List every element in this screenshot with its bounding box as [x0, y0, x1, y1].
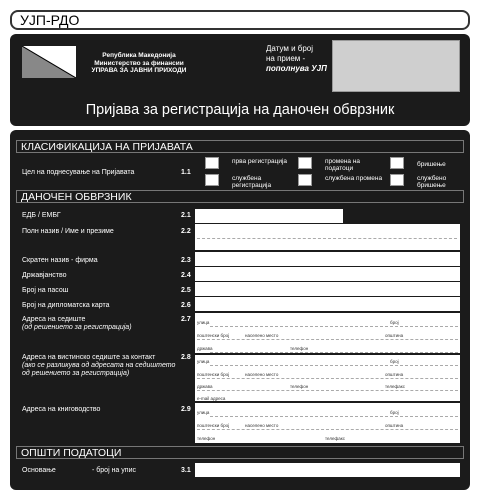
field-label-municipality: општина: [385, 333, 404, 338]
row-label-short-name: Скратен назив - фирма: [22, 257, 98, 264]
tax-id-field[interactable]: [195, 209, 343, 223]
full-name-field[interactable]: [195, 224, 460, 250]
basis-entry-field[interactable]: [195, 463, 460, 477]
row-label-basis: Основање: [22, 467, 56, 474]
row-num-registered-address: 2.7: [181, 316, 191, 323]
row-sublabel-basis: - број на упис: [92, 467, 136, 474]
field-label-number: број: [390, 320, 399, 325]
row-num-basis: 3.1: [181, 467, 191, 474]
checkbox-data-change[interactable]: [298, 157, 312, 169]
field-label-country: држава: [197, 346, 213, 351]
section-taxpayer-heading: ДАНОЧЕН ОБВРЗНИК: [16, 190, 464, 203]
row-label-diplomatic-card: Број на дипломатска карта: [22, 302, 110, 309]
field-label-phone: телефон: [290, 384, 309, 389]
row-num-full-name: 2.2: [181, 228, 191, 235]
row-label-registered-address: [22, 316, 172, 332]
field-label-number: број: [390, 359, 399, 364]
field-label-country: држава: [197, 384, 213, 389]
ministry-line-1: Република Македонија: [102, 52, 176, 59]
field-label-municipality: општина: [385, 372, 404, 377]
section-general-heading: ОПШТИ ПОДАТОЦИ: [16, 446, 464, 459]
field-label-municipality: општина: [385, 423, 404, 428]
field-label-postcode: поштенски број: [197, 423, 230, 428]
row-num-diplomatic-card: 2.6: [181, 302, 191, 309]
received-stamp-label: [266, 44, 327, 74]
option-official-change: службена промена: [325, 175, 383, 182]
row-num-citizenship: 2.4: [181, 272, 191, 279]
row-label-tax-id: ЕДБ / ЕМБГ: [22, 212, 61, 219]
field-label-postcode: поштенски број: [197, 333, 230, 338]
option-data-change: промена на податоци: [325, 158, 361, 172]
checkbox-official-deletion[interactable]: [390, 174, 404, 186]
form-code: УЈП-РДО: [10, 10, 470, 30]
checkbox-first-registration[interactable]: [205, 157, 219, 169]
row-label-contact-address: [22, 354, 177, 378]
row-label-bookkeeping-address: Адреса на книговодство: [22, 406, 101, 413]
option-official-deletion: службено бришење: [417, 175, 447, 189]
checkbox-deletion[interactable]: [390, 157, 404, 169]
option-first-registration: прва регистрација: [232, 158, 288, 165]
row-num-tax-id: 2.1: [181, 212, 191, 219]
row-num-bookkeeping-address: 2.9: [181, 406, 191, 413]
row-label-full-name: Полн назив / Име и презиме: [22, 228, 114, 235]
row-label-citizenship: Државјанство: [22, 272, 67, 279]
contact-address-sublabel: (ако се разликува од адресата на седиштето од решението за регистрација): [22, 362, 176, 377]
row-num-passport: 2.5: [181, 287, 191, 294]
short-name-field[interactable]: [195, 252, 460, 266]
field-label-fax: телефакс: [385, 384, 405, 389]
field-label-number: број: [390, 410, 399, 415]
field-label-fax: телефакс: [325, 436, 345, 441]
section-classification-heading: КЛАСИФИКАЦИЈА НА ПРИЈАВАТА: [16, 140, 464, 153]
received-line-2: на прием -: [266, 54, 306, 63]
row-num-contact-address: 2.8: [181, 354, 191, 361]
ministry-logo: [22, 46, 76, 78]
field-label-place: населено место: [245, 372, 279, 377]
received-stamp-box[interactable]: [332, 40, 460, 92]
ministry-name: [84, 52, 194, 75]
purpose-label: Цел на поднесување на Пријавата: [22, 169, 135, 176]
field-label-place: населено место: [245, 423, 279, 428]
purpose-num: 1.1: [181, 169, 191, 176]
field-label-postcode: поштенски број: [197, 372, 230, 377]
diplomatic-card-field[interactable]: [195, 297, 460, 311]
registered-address-field[interactable]: [195, 313, 460, 353]
row-num-short-name: 2.3: [181, 257, 191, 264]
option-official-registration: службена регистрација: [232, 175, 272, 189]
option-deletion: бришење: [417, 161, 446, 168]
ministry-line-3: УПРАВА ЗА ЈАВНИ ПРИХОДИ: [91, 67, 187, 74]
checkbox-official-registration[interactable]: [205, 174, 219, 186]
field-label-email: e-mail адреса: [197, 396, 226, 401]
field-label-street: улица: [197, 320, 210, 325]
field-label-street: улица: [197, 359, 210, 364]
received-fill-note: пополнува УЈП: [266, 64, 327, 73]
field-label-place: населено место: [245, 333, 279, 338]
contact-address-label: Адреса на вистинско седиште за контакт: [22, 354, 156, 361]
registered-address-sublabel: (од решението за регистрација): [22, 324, 132, 331]
registered-address-label: Адреса на седиште: [22, 316, 86, 323]
checkbox-official-change[interactable]: [298, 174, 312, 186]
row-label-passport: Број на пасош: [22, 287, 69, 294]
field-label-street: улица: [197, 410, 210, 415]
field-label-phone: телефон: [197, 436, 216, 441]
page-title: Пријава за регистрација на даночен обврзник: [85, 102, 395, 118]
form-header: [10, 34, 470, 126]
passport-field[interactable]: [195, 282, 460, 296]
field-label-phone: телефон: [290, 346, 309, 351]
received-line-1: Датум и број: [266, 44, 314, 53]
ministry-line-2: Министерство за финансии: [94, 59, 184, 67]
citizenship-field[interactable]: [195, 267, 460, 281]
